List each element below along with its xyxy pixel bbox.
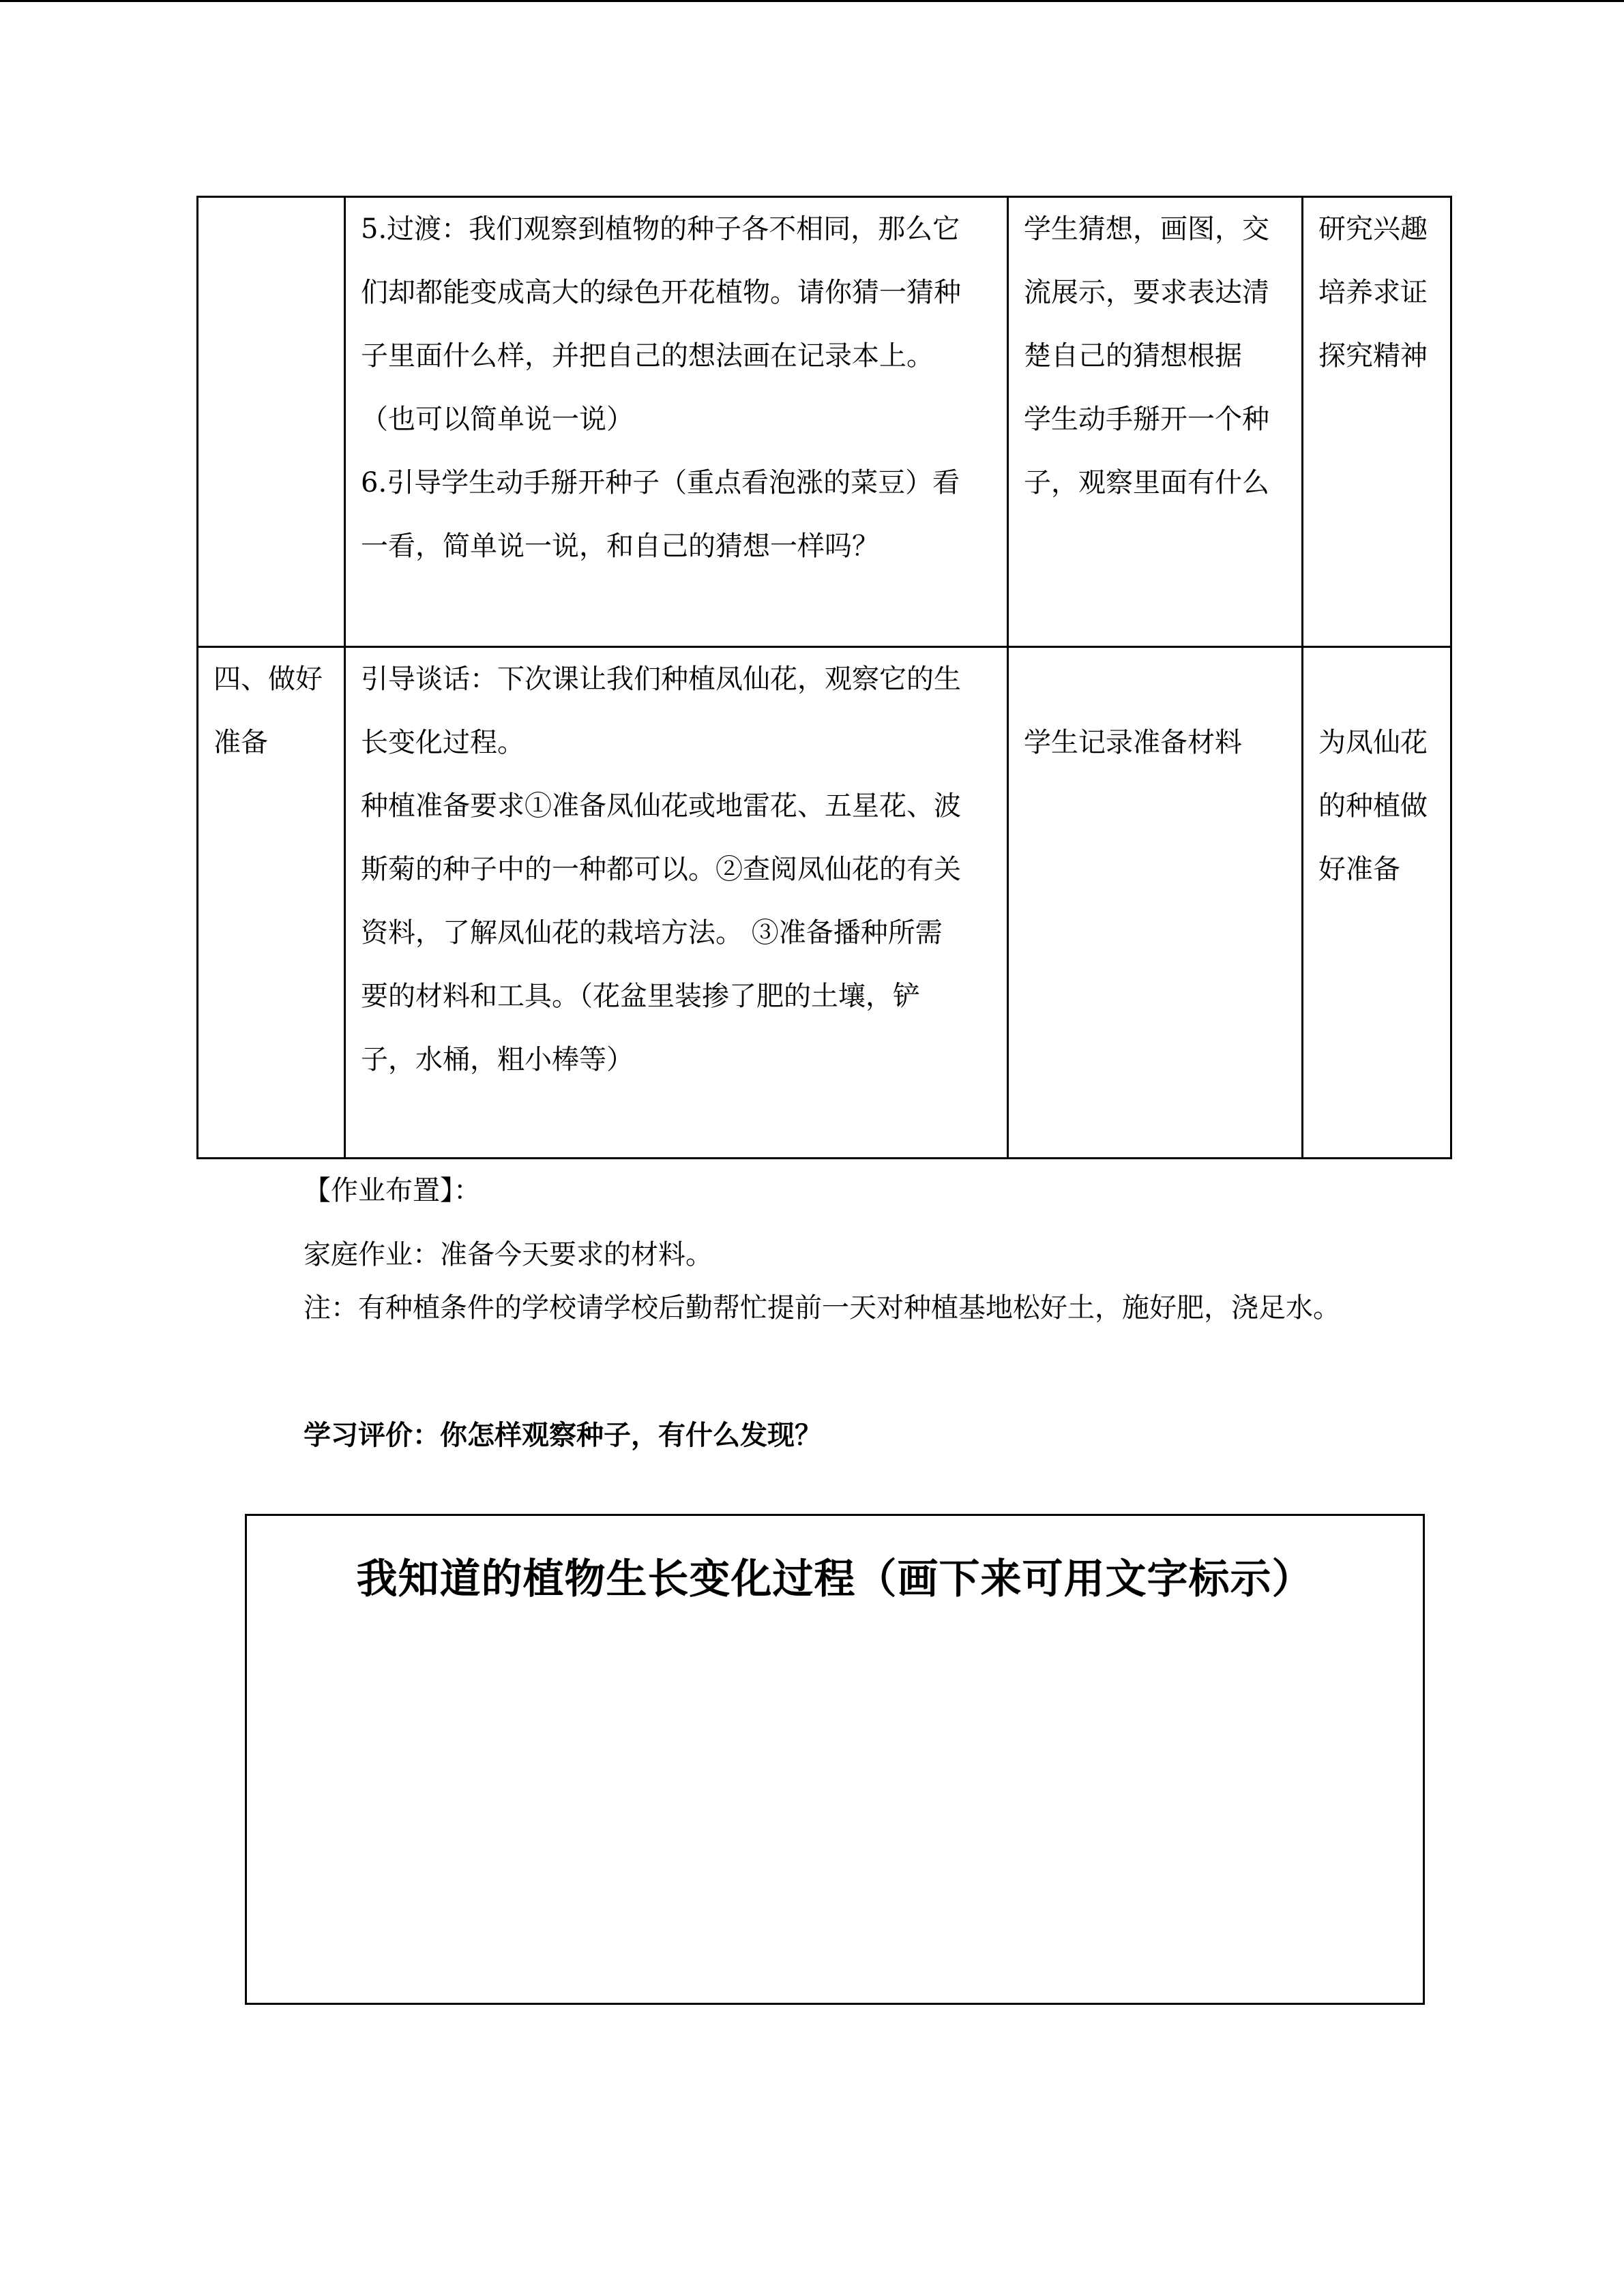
student-activity-cell	[1008, 197, 1303, 647]
student-line: 楚自己的猜想根据	[1024, 340, 1242, 372]
teacher-line: 一看，简单说一说，和自己的猜想一样吗？	[361, 531, 879, 562]
stage-line: 四、做好	[213, 664, 323, 695]
purpose-line: 探究精神	[1318, 340, 1428, 372]
student-line: 学生动手掰开一个种	[1024, 404, 1269, 435]
teacher-line: 斯菊的种子中的一种都可以。②查阅凤仙花的有关	[361, 854, 961, 885]
stage-cell	[198, 197, 345, 647]
teacher-line: （也可以简单说一说）	[361, 404, 634, 435]
purpose-cell	[1303, 647, 1451, 1159]
table-row	[198, 197, 1451, 647]
teacher-line: 子，水桶，粗小棒等）	[361, 1044, 634, 1075]
student-activity-cell	[1008, 647, 1303, 1159]
teacher-line: 子里面什么样，并把自己的想法画在记录本上。	[361, 340, 934, 372]
homework-note: 注：有种植条件的学校请学校后勤帮忙提前一天对种植基地松好土，施好肥，浇足水。	[304, 1292, 1340, 1324]
student-line: 子，观察里面有什么	[1024, 467, 1269, 498]
student-line: 学生记录准备材料	[1024, 727, 1242, 758]
stage-line: 准备	[213, 727, 268, 758]
teacher-line: 们却都能变成高大的绿色开花植物。请你猜一猜种	[361, 277, 961, 308]
purpose-line: 为凤仙花	[1318, 727, 1428, 758]
lesson-table	[196, 196, 1452, 1159]
teacher-line: 5.过渡：我们观察到植物的种子各不相同，那么它	[361, 213, 960, 245]
table-row	[198, 647, 1451, 1159]
top-border-line	[0, 0, 1624, 2]
teacher-activity-cell	[345, 197, 1008, 647]
student-line: 学生猜想，画图，交	[1024, 213, 1269, 245]
purpose-line: 的种植做	[1318, 790, 1428, 822]
evaluation-prompt: 学习评价：你怎样观察种子，有什么发现？	[304, 1419, 822, 1451]
purpose-cell	[1303, 197, 1451, 647]
teacher-line: 6.引导学生动手掰开种子（重点看泡涨的菜豆）看	[361, 467, 960, 498]
stage-cell	[198, 647, 345, 1159]
teacher-line: 要的材料和工具。（花盆里装掺了肥的土壤，铲	[361, 981, 920, 1012]
teacher-line: 长变化过程。	[361, 727, 525, 758]
homework-home: 家庭作业：准备今天要求的材料。	[304, 1239, 713, 1270]
purpose-line: 研究兴趣	[1318, 213, 1428, 245]
teacher-activity-cell	[345, 647, 1008, 1159]
drawing-box[interactable]	[245, 1514, 1425, 2005]
teacher-line: 种植准备要求①准备凤仙花或地雷花、五星花、波	[361, 790, 961, 822]
teacher-line: 引导谈话：下次课让我们种植凤仙花，观察它的生	[361, 664, 961, 695]
purpose-line: 好准备	[1318, 854, 1400, 885]
homework-title: 【作业布置】：	[304, 1175, 481, 1206]
drawing-box-title: 我知道的植物生长变化过程（画下来可用文字标示）	[356, 1555, 1314, 1603]
student-line: 流展示，要求表达清	[1024, 277, 1269, 308]
teacher-line: 资料，了解凤仙花的栽培方法。 ③准备播种所需	[361, 917, 943, 949]
purpose-line: 培养求证	[1318, 277, 1428, 308]
